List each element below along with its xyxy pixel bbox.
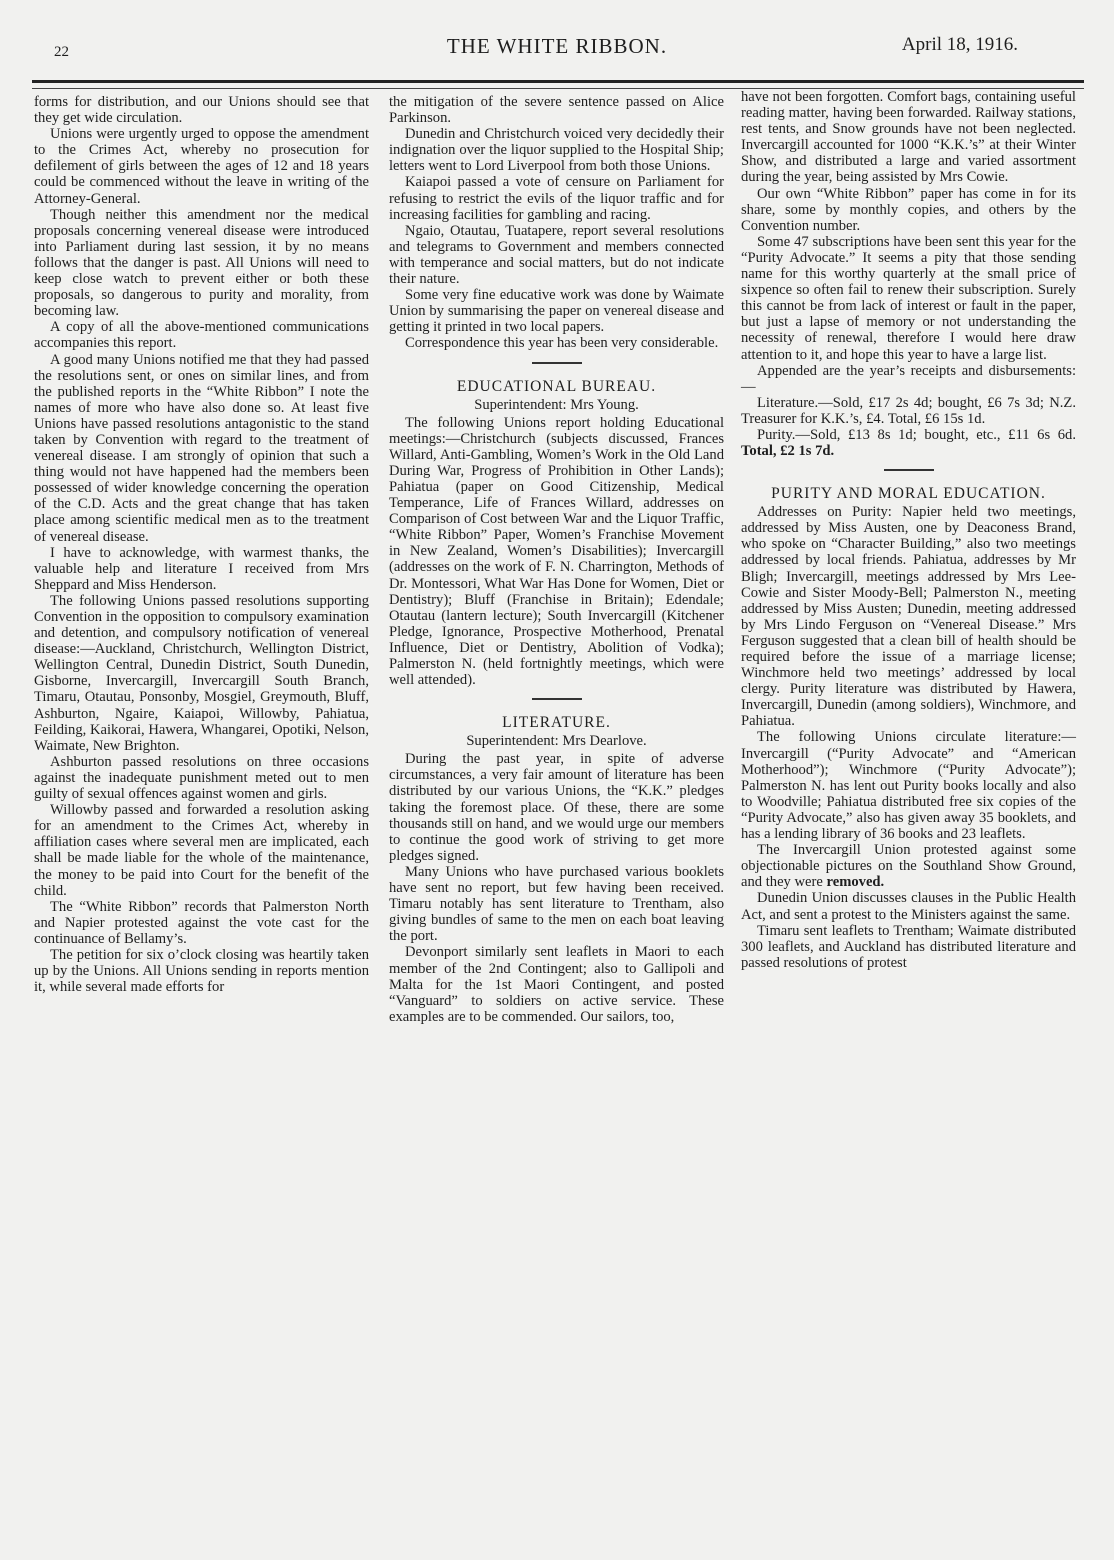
section-heading-educational-bureau: EDUCATIONAL BUREAU. [456, 377, 657, 395]
page-number: 22 [54, 44, 69, 60]
column-left [34, 94, 369, 995]
purity-total: Total, £2 1s 7d. [741, 443, 835, 460]
section-divider [884, 469, 934, 471]
paragraph: Devonport similarly sent leaflets in Maori to each member of the 2nd Contingent; also to Gallipoli and Malta for the 1st Maori Contingent, and posted “Vanguard” to soldiers on active service. These examples are to be commended. Our sailors, too, [389, 944, 724, 1025]
paragraph: Many Unions who have purchased various booklets have sent no report, but few having been received. Timaru notably has sent literature to Trentham, also giving bundles of same to the men on each boat leaving the port. [389, 863, 724, 945]
paragraph: During the past year, in spite of adverse circumstances, a very fair amount of literature has been distributed by our various Unions, the “K.K.” pledges taking the foremost place. Of these, there are some thousands still on hand, and we would urge our members to continue the good work of striving to get more pledges signed. [389, 751, 724, 864]
masthead-title: THE WHITE RIBBON. [446, 34, 668, 58]
paragraph: Our own “White Ribbon” paper has come in for its share, some by monthly copies, and others by the Convention number. [741, 185, 1076, 234]
paragraph: The following Unions passed resolutions supporting Convention in the opposition to compulsory examination and detention, and compulsory notification of venereal disease:—Auckland, Christchurch, Wellington District, Wellington Central, Dunedin District, South Dunedin, Gisborne, Invercargill, Invercargill South Branch, Timaru, Otautau, Ponsonby, Mosgiel, Greymouth, Bluff, Ashburton, Ngaire, Kaiapoi, Willowby, Pahiatua, Feilding, Kaikorai, Hawera, Whangarei, Opotiki, Nelson, Waimate, New Brighton. [34, 592, 369, 754]
paragraph: forms for distribution, and our Unions should see that they get wide circulation. [34, 94, 369, 127]
section-divider [532, 698, 582, 700]
section-heading-purity: PURITY AND MORAL EDUCATION. [771, 485, 1046, 503]
section-heading-literature: LITERATURE. [502, 714, 611, 732]
paragraph-text-bold: removed. [826, 874, 885, 891]
section-divider [532, 362, 582, 364]
issue-date: April 18, 1916. [901, 34, 1018, 55]
paragraph: Literature.—Sold, £17 2s 4d; bought, £6 7s 3d; N.Z. Treasurer for K.K.’s, £4. Total, £6 15s 1d. [741, 394, 1076, 427]
superintendent-line: Superintendent: Mrs Young. [474, 396, 639, 413]
header-rule [32, 80, 1084, 83]
paragraph: I have to acknowledge, with warmest thanks, the valuable help and literature I received from Mrs Sheppard and Miss Henderson. [34, 544, 369, 593]
superintendent-line: Superintendent: Mrs Dearlove. [466, 733, 647, 750]
paragraph: Timaru sent leaflets to Trentham; Waimate distributed 300 leaflets, and Auckland has distributed literature and passed resolutions of protest [741, 922, 1076, 971]
paragraph: The following Unions report holding Educational meetings:—Christchurch (subjects discussed, Frances Willard, Anti-Gambling, Women’s Work in the Old Land During War, Progress of Prohibition in Other Lands); Pahiatua (paper on Good Citizenship, Medical Temperance, Life of Frances Willard, addresses on Comparison of Cost between War and the Liquor Traffic, “White Ribbon” Paper, Women’s Franchise Movement in New Zealand, Women’s Disabilities); Invercargill (addresses on the work of F. N. Charrington, Methods of Dr. Montessori, What War Has Done for Women, Diet or Dentistry); Bluff (Franchise in Britain); Edendale; Otautau (lantern lecture); South Invercargill (Kitchener Pledge, Ignorance, Prospective Motherhood, Prenatal Influence, Diet or Dentistry, Abolition of Vodka); Palmerston N. (held fortnightly meetings, which were well attended). [389, 414, 724, 689]
paragraph [741, 427, 1076, 459]
paragraph: Some 47 subscriptions have been sent this year for the “Purity Advocate.” It seems a pity that those sending name for this worthy quarterly at the small price of sixpence so often fail to renew their subscription. Surely this cannot be from lack of interest or fault in the paper, but just a lapse of memory or not understanding the necessity of renewal, therefore I would here draw attention to it, and hope this year to have a large list. [741, 233, 1076, 363]
column-right [741, 89, 1076, 971]
paragraph: Kaiapoi passed a vote of censure on Parliament for refusing to restrict the evils of the liquor traffic and for increasing facilities for gambling and racing. [389, 174, 724, 223]
paragraph: Willowby passed and forwarded a resolution asking for an amendment to the Crimes Act, whereby in affiliation cases where several men are implicated, each shall be made liable for the whole of the maintenance, the money to be paid into Court for the benefit of the child. [34, 802, 369, 899]
paragraph: A copy of all the above-mentioned communications accompanies this report. [34, 319, 369, 352]
paragraph: Some very fine educative work was done by Waimate Union by summarising the paper on venereal disease and getting it printed in two local papers. [389, 287, 724, 336]
paragraph [741, 842, 1076, 890]
paragraph: Appended are the year’s receipts and disbursements:— [741, 362, 1076, 395]
paragraph: Unions were urgently urged to oppose the amendment to the Crimes Act, whereby no prosecution for defilement of girls between the ages of 12 and 18 years could be commenced without the leave in writing of the Attorney-General. [34, 126, 369, 207]
paragraph: Ngaio, Otautau, Tuatapere, report several resolutions and telegrams to Government and members connected with temperance and social matters, but do not indicate their nature. [389, 222, 724, 288]
paragraph: Though neither this amendment nor the medical proposals concerning venereal disease were introduced into Parliament during last session, it by no means follows that the danger is past. All Unions will need to keep close watch to prevent either or both these proposals, so dangerous to purity and morality, from becoming law. [34, 206, 369, 320]
paragraph: Dunedin Union discusses clauses in the Public Health Act, and sent a protest to the Ministers against the same. [741, 890, 1076, 923]
column-middle [389, 94, 724, 1025]
paragraph: The following Unions circulate literature:—Invercargill (“Purity Advocate” and “American Motherhood”); Winchmore (“Purity Advocate”); Palmerston N. has lent out Purity books locally and also to Woodville; Pahiatua distributed free six copies of the “Purity Advocate,” also has given away 35 booklets, and has a lending library of 36 books and 23 leaflets. [741, 729, 1076, 843]
paragraph-text: The Invercargill Union protested against some objectionable pictures on the Southland Show Ground, and they were [741, 842, 1076, 891]
paragraph: the mitigation of the severe sentence passed on Alice Parkinson. [389, 94, 724, 127]
paragraph: Correspondence this year has been very considerable. [405, 335, 719, 352]
paragraph: A good many Unions notified me that they had passed the resolutions sent, or ones on similar lines, and from the published reports in the “White Ribbon” I note the names of more who have also done so. At least five Unions have passed resolutions antagonistic to the stand taken by Convention with regard to the treatment of venereal disease. I am strongly of opinion that such a thing would not have happened had the members been possessed of wider knowledge concerning the operation of the C.D. Acts and the great change that has taken place among scientific medical men as to the treatment of venereal disease. [34, 351, 369, 545]
page-header [34, 34, 1080, 70]
paragraph: have not been forgotten. Comfort bags, containing useful reading matter, having been forwarded. Railway stations, rest tents, and Snow grounds have not been neglected. Invercargill accounted for 1000 “K.K.’s” at their Winter Show, and distributed a large and varied assortment during the year, being assisted by Mrs Cowie. [741, 89, 1076, 186]
paragraph: Ashburton passed resolutions on three occasions against the inadequate punishment meted out to men guilty of sexual offences against women and girls. [34, 753, 369, 803]
paragraph: The “White Ribbon” records that Palmerston North and Napier protested against the vote cast for the continuance of Bellamy’s. [34, 898, 369, 947]
purity-accounts: Purity.—Sold, £13 8s 1d; bought, etc., £11 6s 6d. [757, 426, 1076, 443]
paragraph: The petition for six o’clock closing was heartily taken up by the Unions. All Unions sending in reports mention it, while several made efforts for [34, 946, 369, 996]
paragraph: Dunedin and Christchurch voiced very decidedly their indignation over the liquor supplied to the Hospital Ship; letters went to Lord Liverpool from both those Unions. [389, 126, 724, 175]
paragraph: Addresses on Purity: Napier held two meetings, addressed by Miss Austen, one by Deaconess Brand, who spoke on “Character Building,” also two meetings addressed by local friends. Pahiatua, addresses by Mr Bligh; Invercargill, meetings addressed by Mrs Lee-Cowie and Sister Moody-Bell; Palmerston N., meeting addressed by Miss Austen; Dunedin, meeting addressed by Mrs Lindo Ferguson on “Venereal Disease.” Mrs Ferguson suggested that a clean bill of health should be required before the issue of a marriage license; Winchmore held two meetings’ addressed by local clergy. Purity literature was distributed by Hawera, Invercargill, Dunedin (among soldiers), Winchmore, and Pahiatua. [741, 504, 1076, 730]
